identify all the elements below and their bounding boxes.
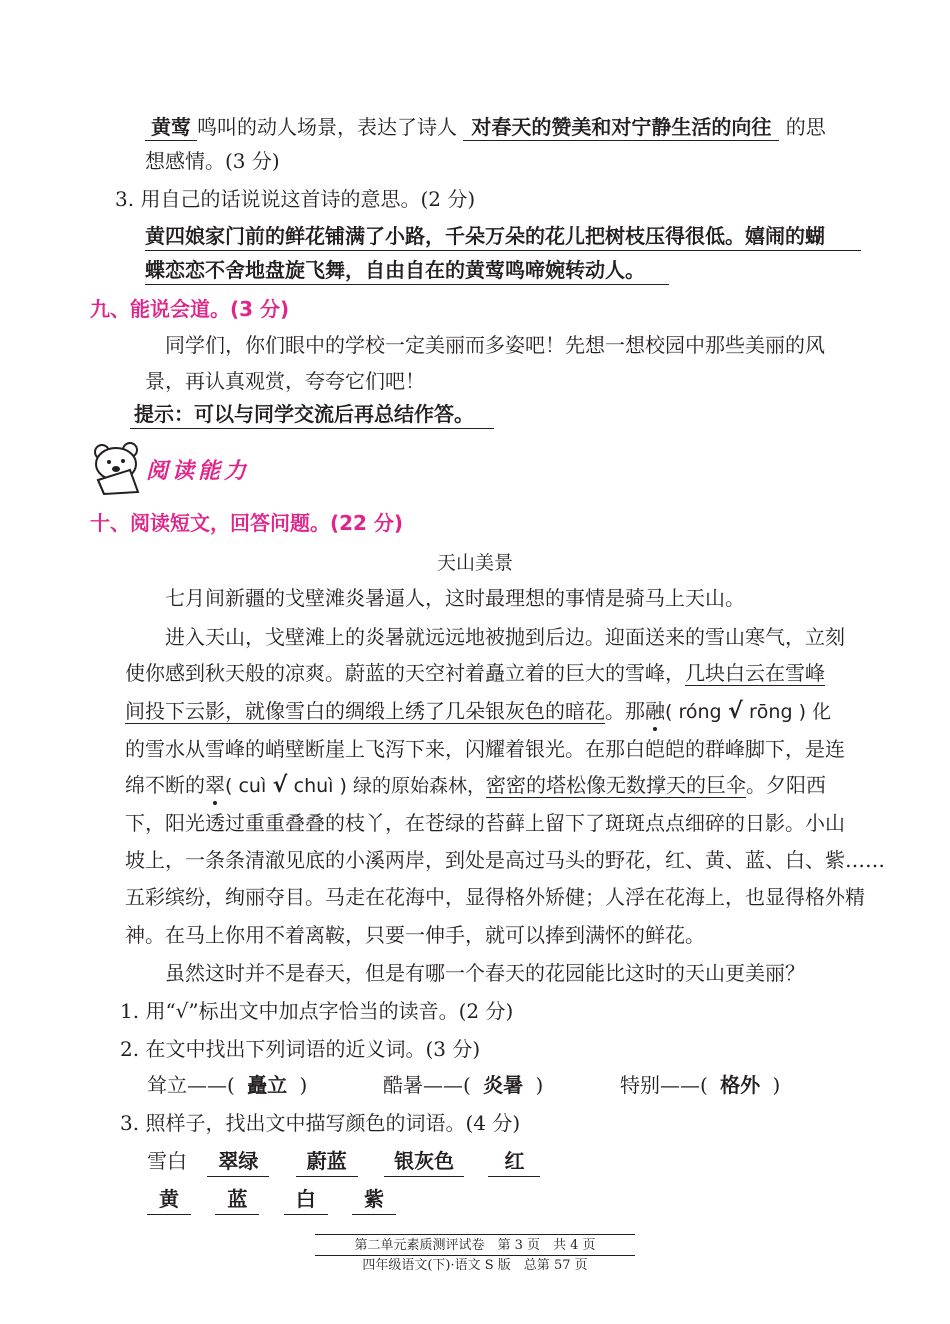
q9-body-line1: 同学们，你们眼中的学校一定美丽而多姿吧！先想一想校园中那些美丽的风	[165, 333, 825, 357]
q10-sub3: 3. 照样子，找出文中描写颜色的词语。(4 分)	[120, 1111, 521, 1135]
passage-p2-line1: 进入天山，戈壁滩上的炎暑就远远地被抛到后边。迎面送来的雪山寒气，立刻	[165, 625, 845, 649]
q10-sub1: 1. 用“√”标出文中加点字恰当的读音。(2 分)	[120, 999, 514, 1023]
q8-sub3-prompt: 3. 用自己的话说说这首诗的意思。(2 分)	[115, 187, 476, 211]
color-answer: 蔚蓝	[296, 1146, 358, 1177]
q9-body-line2: 景，再认真观赏，夸夸它们吧！	[145, 369, 425, 393]
synonym-answer: 格外	[720, 1073, 761, 1097]
passage-p2-line9: 神。在马上你用不着离鞍，只要一伸手，就可以捧到满怀的鲜花。	[125, 923, 705, 947]
answer-bird: 黄莺	[145, 114, 197, 141]
color-answer: 蓝	[215, 1184, 259, 1215]
q8-line2: 想感情。(3 分)	[145, 149, 280, 173]
pinyin-option: ( cuì	[225, 775, 267, 797]
color-words-row1	[147, 1146, 540, 1177]
synonym-word: 耸立——(	[147, 1073, 235, 1097]
dotted-char-rong: 融	[645, 699, 665, 723]
synonym-close: )	[299, 1073, 308, 1097]
passage-p2-line5	[125, 770, 826, 801]
q8-line1	[145, 112, 826, 142]
passage-text: 。那	[605, 699, 645, 723]
pinyin-option: rōng ) 化	[748, 701, 832, 723]
passage-p2-line7: 坡上，一条条清澈见底的小溪两岸，到处是高过马头的野花，红、黄、蓝、白、紫……	[125, 848, 885, 872]
check-mark-icon: √	[272, 773, 288, 798]
color-words-row2	[147, 1184, 396, 1215]
passage-text: 使你感到秋天般的凉爽。蔚蓝的天空衬着矗立着的巨大的雪峰，	[125, 661, 685, 685]
synonym-close: )	[772, 1073, 781, 1097]
q8-answer-line1: 黄四娘家门前的鲜花铺满了小路，千朵万朵的花儿把树枝压得很低。嬉闹的蝴	[145, 222, 861, 251]
check-mark-icon: √	[727, 699, 743, 724]
color-answer: 黄	[147, 1184, 191, 1215]
passage-p2-line2	[125, 658, 825, 688]
passage-text: 绵不断的	[125, 773, 205, 797]
passage-p3: 虽然这时并不是春天，但是有哪一个春天的花园能比这时的天山更美丽？	[165, 961, 805, 985]
underlined-sentence-part1: 几块白云在雪峰	[685, 661, 825, 685]
footer-line1: 第二单元素质测评试卷 第 3 页 共 4 页	[354, 1238, 596, 1253]
passage-p2-line6: 下，阳光透过重重叠叠的枝丫，在苍绿的苔藓上留下了斑斑点点细碎的日影。小山	[125, 811, 845, 835]
synonym-word: 特别——(	[620, 1073, 708, 1097]
passage-p2-line4: 的雪水从雪峰的峭壁断崖上飞泻下来，闪耀着银光。在那白皑皑的群峰脚下，是连	[125, 737, 845, 761]
section-badge-label: 阅读能力	[146, 459, 251, 484]
passage-p2-line8: 五彩缤纷，绚丽夺目。马走在花海中，显得格外矫健；人浮在花海上，也显得格外精	[125, 885, 865, 909]
synonym-2	[383, 1070, 543, 1100]
dotted-char-cui: 翠	[205, 773, 225, 797]
footer-rule-mid	[315, 1255, 635, 1256]
synonym-1	[147, 1070, 307, 1100]
synonym-answer: 矗立	[247, 1073, 288, 1097]
q9-heading: 九、能说会道。(3 分)	[90, 297, 290, 321]
pinyin-option: chuì ) 绿的原始森林，	[293, 775, 486, 797]
passage-title: 天山美景	[436, 552, 513, 574]
color-answer: 翠绿	[207, 1146, 269, 1177]
underlined-sentence-tasong: 密密的塔松像无数撑天的巨伞	[485, 773, 746, 797]
synonym-close: )	[535, 1073, 544, 1097]
color-answer: 红	[488, 1146, 540, 1177]
pinyin-option: ( róng	[665, 701, 722, 723]
footer-rule-top	[315, 1234, 635, 1235]
color-answer: 紫	[352, 1184, 396, 1215]
q8-text-end: 的思	[785, 115, 826, 139]
q8-answer-line2: 蝶恋恋不舍地盘旋飞舞，自由自在的黄莺鸣啼婉转动人。	[145, 256, 669, 285]
q10-sub2: 2. 在文中找出下列词语的近义词。(3 分)	[120, 1037, 481, 1061]
underlined-sentence-part2: 间投下云影，就像雪白的绸缎上绣了几朵银灰色的暗花	[125, 699, 605, 723]
synonym-word: 酷暑——(	[383, 1073, 471, 1097]
passage-p2-line3	[125, 696, 831, 727]
example-word: 雪白	[147, 1149, 187, 1173]
synonym-3	[620, 1070, 780, 1100]
passage-p1: 七月间新疆的戈壁滩炎暑逼人，这时最理想的事情是骑马上天山。	[165, 586, 745, 610]
q9-hint: 提示：可以与同学交流后再总结作答。	[130, 400, 494, 429]
q10-heading: 十、阅读短文，回答问题。(22 分)	[90, 511, 404, 535]
color-answer: 银灰色	[384, 1146, 464, 1177]
synonym-answer: 炎暑	[483, 1073, 524, 1097]
color-answer: 白	[284, 1184, 328, 1215]
passage-text: 。夕阳西	[745, 773, 826, 797]
footer-line2: 四年级语文(下)·语文 S 版 总第 57 页	[362, 1258, 588, 1273]
answer-feeling: 对春天的赞美和对宁静生活的向往	[463, 114, 779, 141]
q8-text: 鸣叫的动人场景，表达了诗人	[197, 115, 457, 139]
